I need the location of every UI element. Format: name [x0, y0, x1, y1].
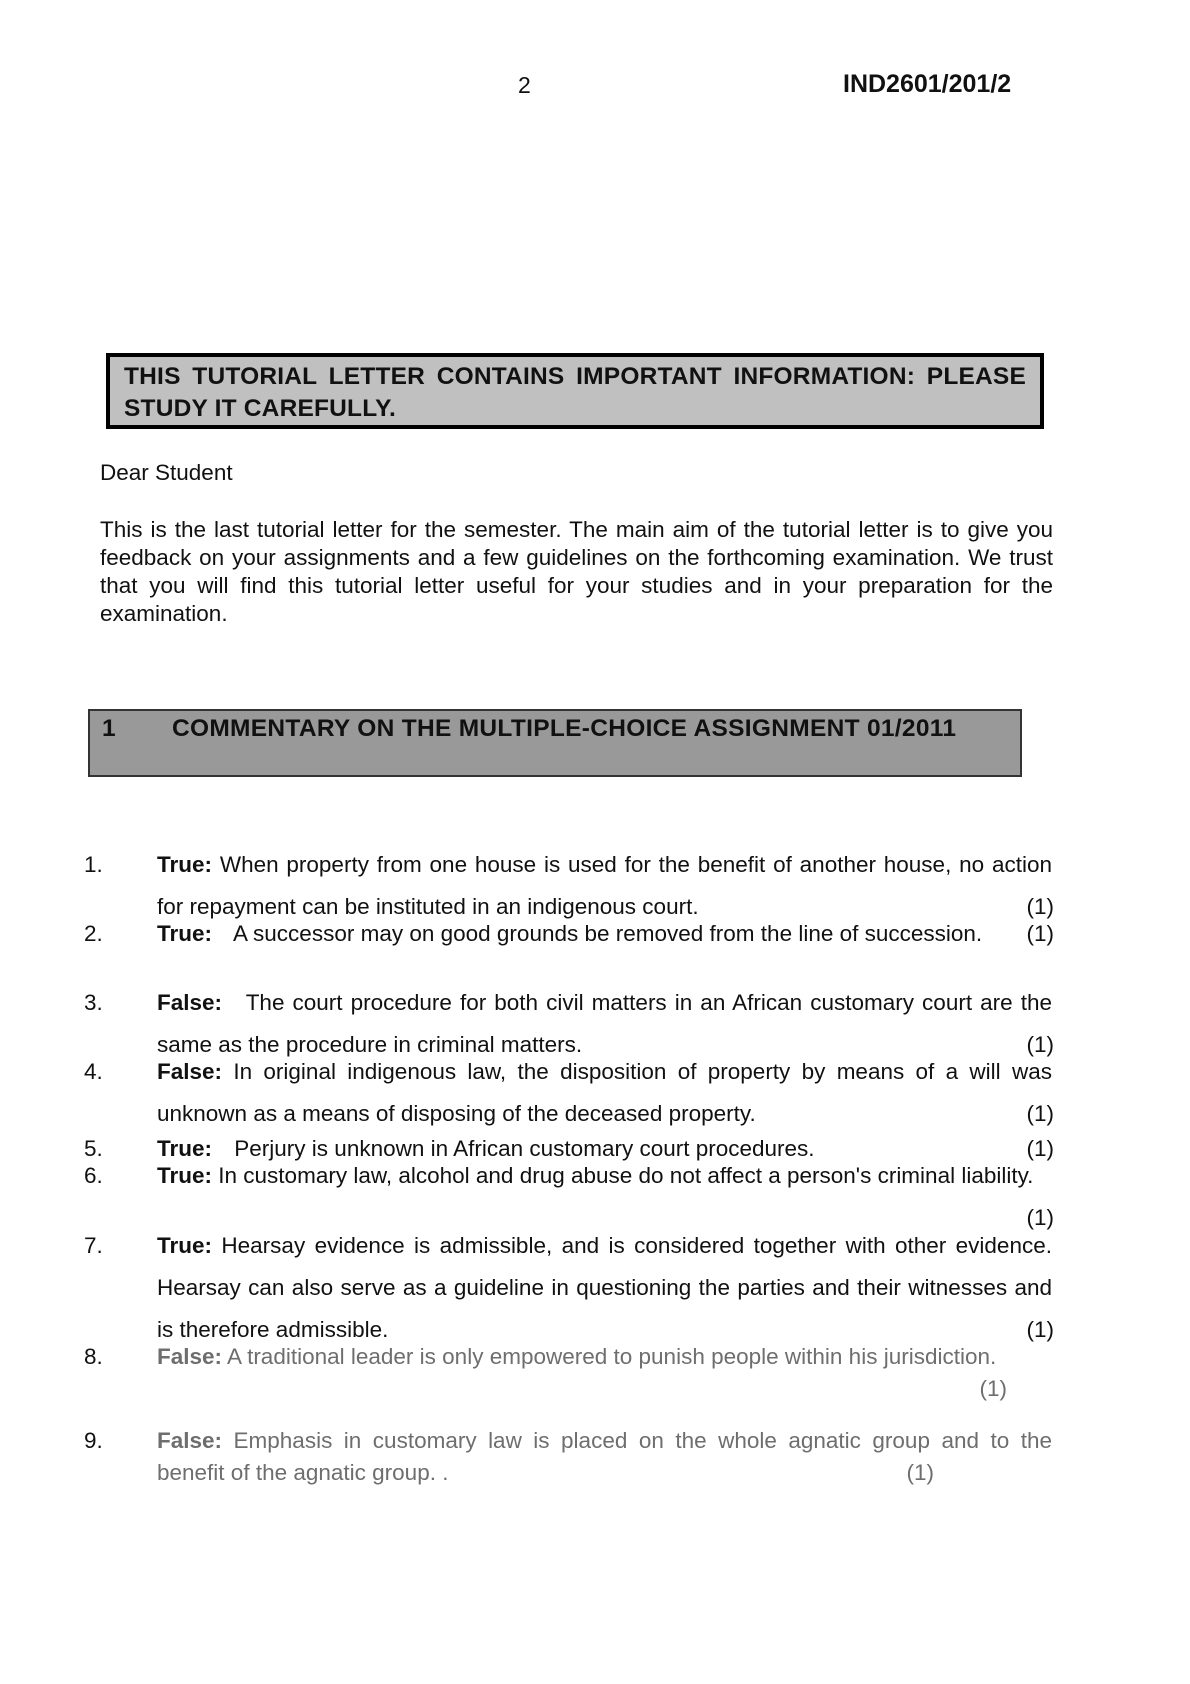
item-body — [157, 1225, 1052, 1351]
item-verdict: False: — [157, 990, 223, 1015]
item-number: 8. — [84, 1344, 103, 1369]
item-body — [157, 913, 1052, 955]
item-mark: (1) — [1026, 1032, 1054, 1057]
item-verdict: False: — [157, 1428, 223, 1453]
section-heading — [88, 709, 1022, 777]
item-verdict: True: — [157, 1163, 213, 1188]
item-text: A successor may on good grounds be removed from the line of succession. — [233, 921, 983, 946]
item-text: The court procedure for both civil matters in an African customary court are the same as the procedure in criminal matters. — [157, 990, 1052, 1057]
page-number: 2 — [518, 72, 531, 98]
item-text: Hearsay evidence is admissible, and is considered together with other evidence. Hearsay can also serve as a guideline in questioning the parties and their witnesses and is therefore admissible. — [157, 1233, 1052, 1342]
item-verdict: True: — [157, 1136, 213, 1161]
item-number: 5. — [84, 1136, 103, 1161]
important-notice-box: THIS TUTORIAL LETTER CONTAINS IMPORTANT INFORMATION: PLEASE STUDY IT CAREFULLY. — [106, 353, 1044, 429]
item-body — [157, 1341, 1052, 1405]
document-code: IND2601/201/2 — [843, 70, 1012, 98]
item-mark: (1) — [1026, 1205, 1054, 1230]
item-verdict: True: — [157, 1233, 213, 1258]
item-number: 6. — [84, 1163, 103, 1188]
section-title: COMMENTARY ON THE MULTIPLE-CHOICE ASSIGNMENT 01/2011 — [172, 715, 957, 742]
item-body — [157, 1051, 1052, 1135]
item-mark: (1) — [979, 1376, 1007, 1401]
item-text: Perjury is unknown in African customary court procedures. — [234, 1136, 815, 1161]
salutation: Dear Student — [100, 460, 233, 485]
item-text: A traditional leader is only empowered to punish people within his jurisdiction. — [227, 1344, 997, 1369]
item-mark: (1) — [1026, 894, 1054, 919]
section-number: 1 — [102, 715, 116, 742]
item-mark: (1) — [1026, 1136, 1054, 1161]
item-mark: (1) — [1026, 1101, 1054, 1126]
intro-paragraph: This is the last tutorial letter for the semester. The main aim of the tutorial letter is to give you feedback on your assignments and a few guidelines on the forthcoming examination. We trust that you will find this tutorial letter useful for your studies and in your preparation for the examination. — [100, 517, 1053, 626]
item-verdict: True: — [157, 921, 213, 946]
item-text: Emphasis in customary law is placed on the whole agnatic group and to the benefit of the agnatic group. . — [157, 1428, 1052, 1485]
item-verdict: False: — [157, 1344, 223, 1369]
item-text: In original indigenous law, the disposition of property by means of a will was unknown as a means of disposing of the deceased property. — [157, 1059, 1052, 1126]
item-verdict: False: — [157, 1059, 223, 1084]
item-mark: (1) — [1026, 1317, 1054, 1342]
item-number: 9. — [84, 1428, 103, 1453]
item-text: When property from one house is used for the benefit of another house, no action for repayment can be instituted in an indigenous court. — [157, 852, 1052, 919]
item-number: 3. — [84, 990, 103, 1015]
item-mark: (1) — [1026, 921, 1054, 946]
item-number: 2. — [84, 921, 103, 946]
item-number: 1. — [84, 852, 103, 877]
item-verdict: True: — [157, 852, 213, 877]
item-mark: (1) — [906, 1460, 934, 1485]
item-number: 7. — [84, 1233, 103, 1258]
item-number: 4. — [84, 1059, 103, 1084]
item-text: In customary law, alcohol and drug abuse do not affect a person's criminal liability. — [218, 1163, 1034, 1188]
item-body — [157, 1425, 1052, 1489]
